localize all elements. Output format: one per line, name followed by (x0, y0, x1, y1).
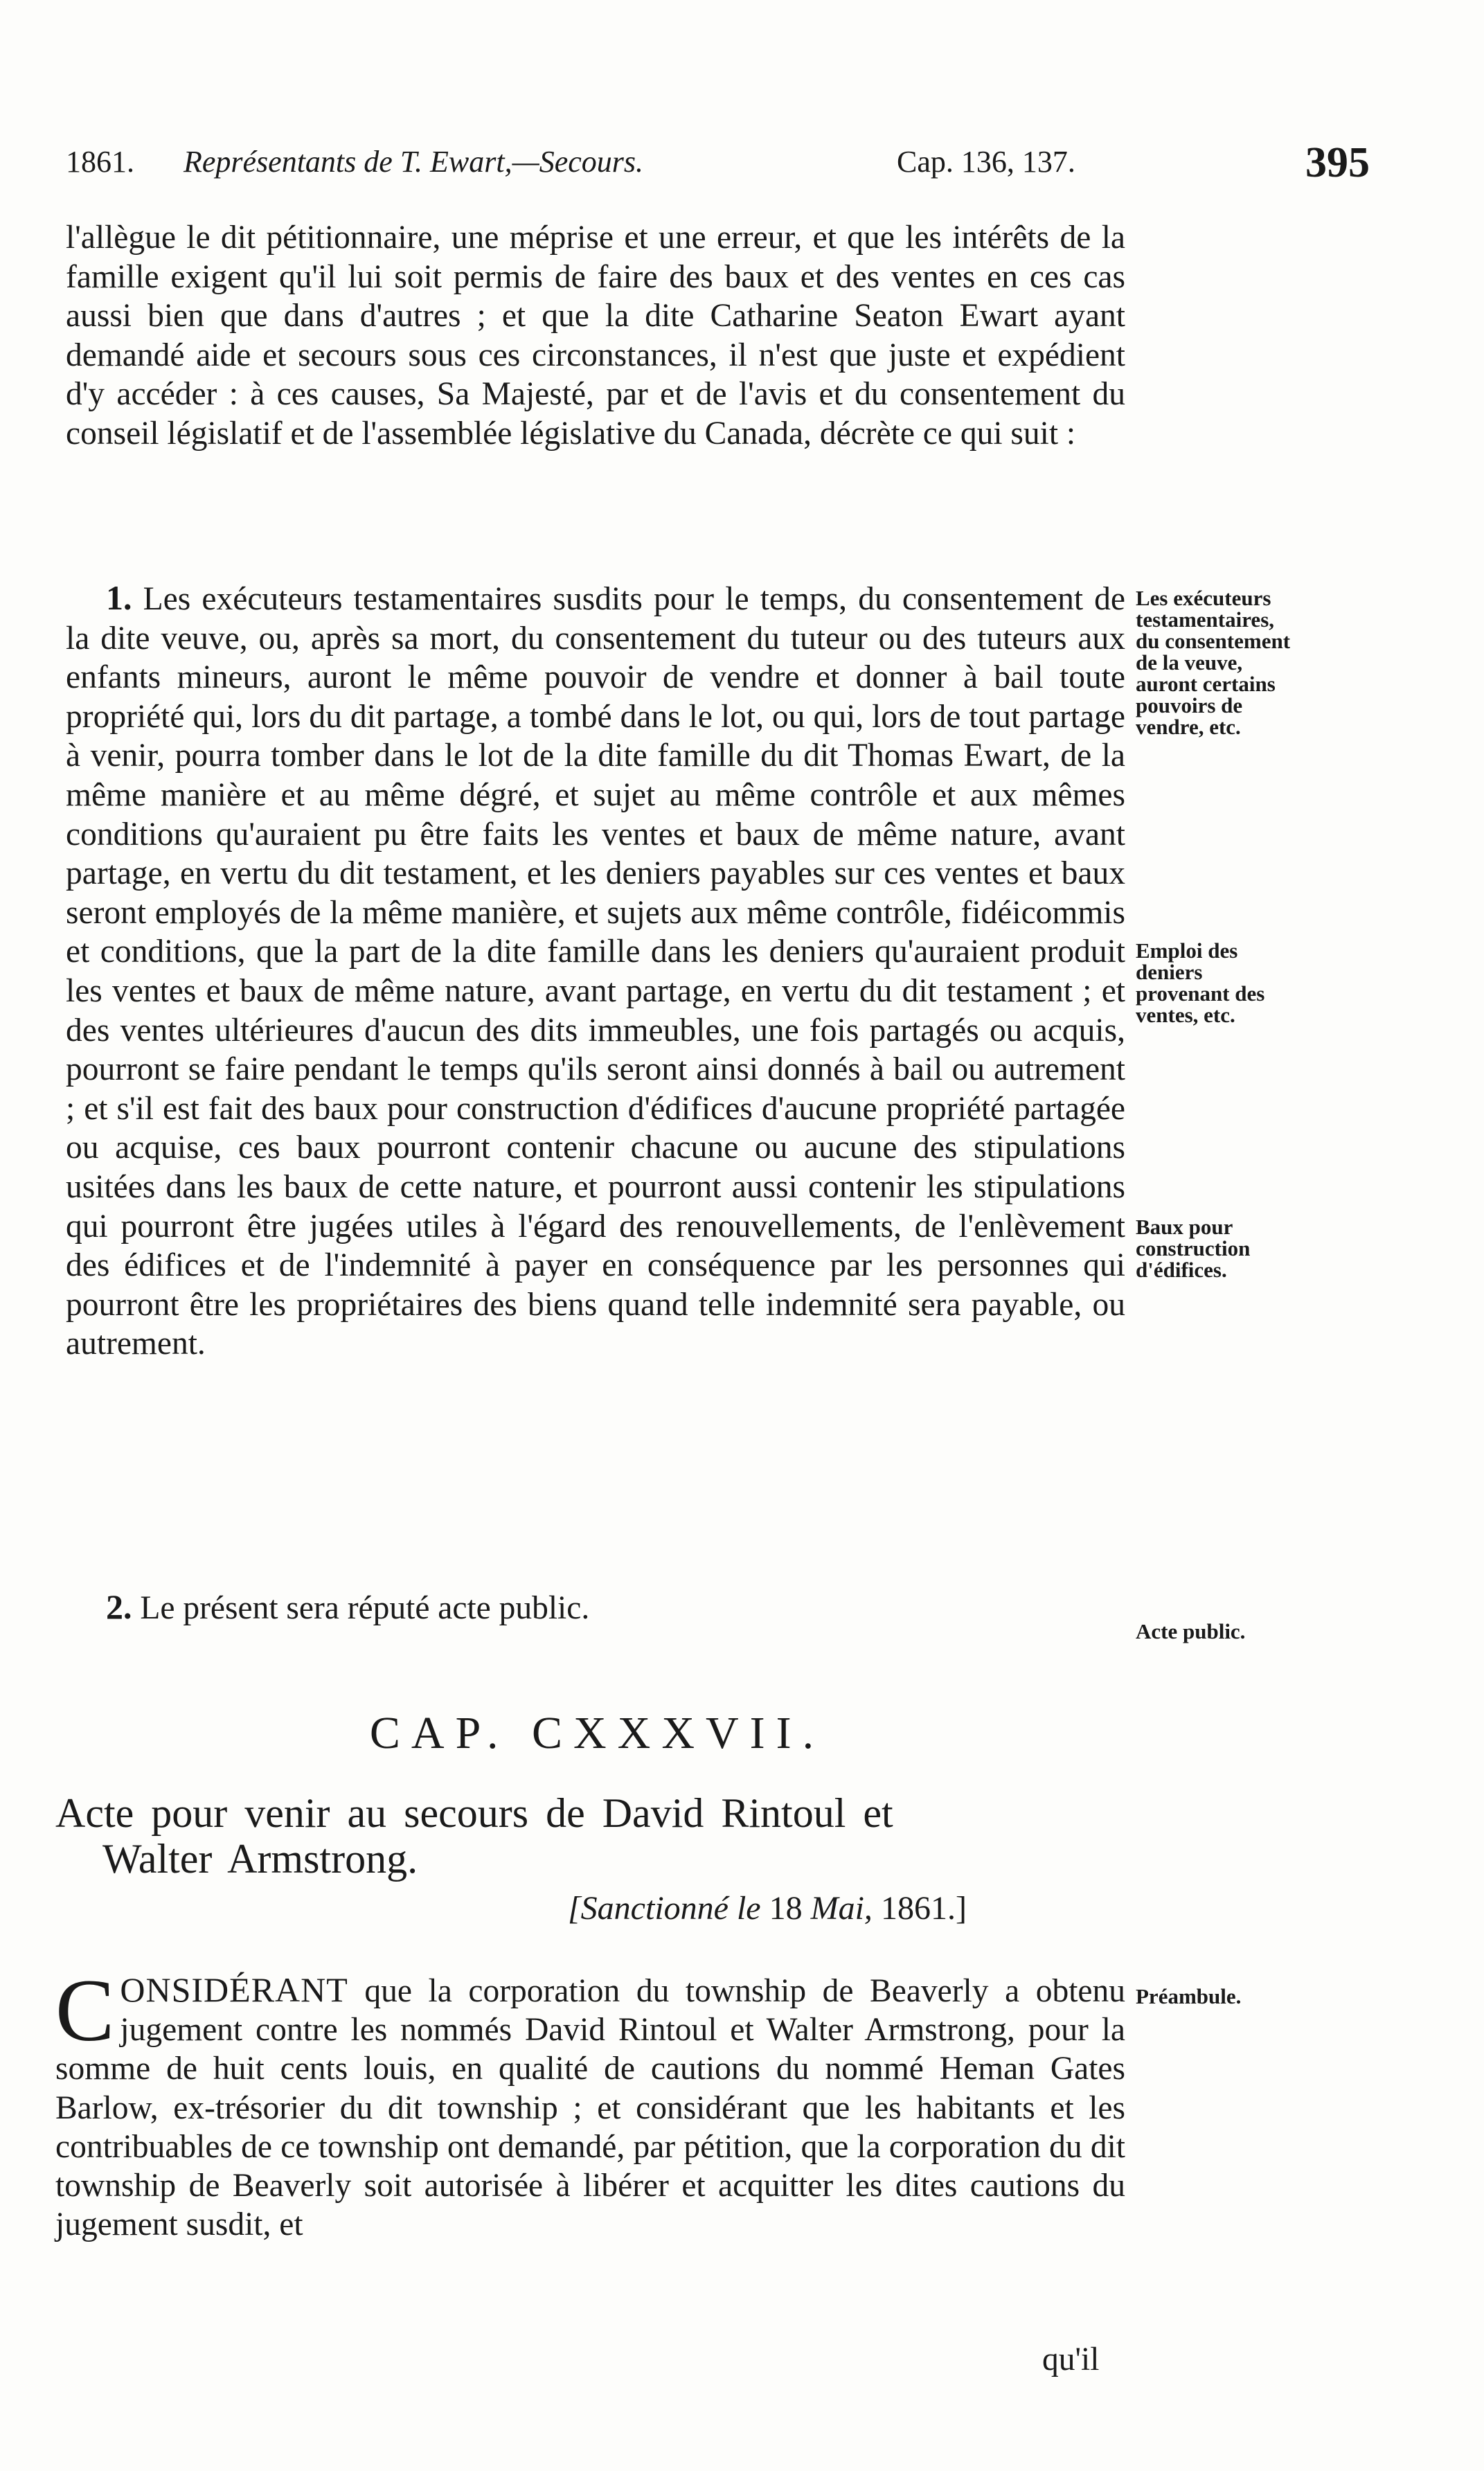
margin-note-preamble: Préambule. (1136, 1984, 1242, 2008)
act-title (55, 1790, 1125, 1882)
section-2-number: 2. (106, 1587, 132, 1626)
preamble-first-word: ONSIDÉRANT (120, 1970, 348, 2009)
catchword: qu'il (1042, 2341, 1100, 2378)
drop-cap: C (55, 1961, 115, 2060)
chapter-heading: CAP. CXXXVII. (369, 1708, 825, 1758)
section-2 (66, 1587, 1125, 1627)
margin-note-use-of-funds: Emploi des deniers provenant des ventes, etc. (1136, 938, 1265, 1027)
sanction-date (568, 1889, 967, 1927)
section-2-text: Le présent sera réputé acte public. (140, 1590, 590, 1626)
preamble-paragraph (55, 1961, 1125, 2244)
page-number: 395 (1305, 139, 1370, 186)
section-2-paragraph (106, 1587, 1125, 1627)
sanction-year: 1861.] (880, 1890, 967, 1927)
section-1-number: 1. (106, 578, 132, 617)
header-chapter: Cap. 136, 137. (897, 145, 1075, 179)
act-title-line-2: Walter Armstrong. (102, 1836, 418, 1882)
section-1 (66, 578, 1125, 1364)
running-header (66, 139, 1370, 187)
margin-note-public-act: Acte public. (1136, 1619, 1246, 1643)
margin-note-building-leases: Baux pour construction d'édifices. (1136, 1215, 1251, 1282)
section-1-text: Les exécuteurs testamentaires susdits pour le temps, du consentement de la dite veuve, ou, après sa mort, du consentement du tuteur ou des tuteurs aux enfants mineurs, auront le même pouvoir de vendre et donner à bail toute propriété qui, lors du dit partage, a tombé dans le lot, ou qui, lors de tout partage à venir, pourra tomber dans le lot de la dite famille du dit Thomas Ewart, de la même manière et au même dégré, et sujet au même contrôle et aux mêmes conditions qu'auraient pu être faits les ventes et baux de même nature, avant partage, en vertu du dit testament, et les deniers payables sur ces ventes et baux seront employés de la même manière, et sujets aux même contrôle, fidéicommis et conditions, que la part de la dite famille dans les deniers qu'auraient produit les ventes et baux de même nature, avant partage, en vertu du dit testament ; et des ventes ultérieures d'aucun des dits immeubles, une fois partagés ou acquis, pourront se faire pendant le temps qu'ils seront ainsi donnés à bail ou autrement ; et s'il est fait des baux pour construction d'édifices d'aucune propriété partagée ou acquise, ces baux pourront contenir chacune ou aucune des stipulations usitées dans les baux de cette nature, et pourront aussi contenir les stipulations qui pourront être jugées utiles à l'égard des renouvellements, de l'enlèvement des édifices et de l'indemnité à payer en conséquence par les personnes qui pourront être les propriétaires des biens quand telle indemnité sera payable, ou autrement. (66, 581, 1126, 1362)
margin-note-executors: Les exécuteurs testamentaires, du consentement de la veuve, auront certains pouvoirs de vendre, etc. (1136, 586, 1291, 739)
act-title-line-1: Acte pour venir au secours de David Rintoul et (55, 1790, 893, 1836)
sanction-day: 18 (769, 1890, 803, 1927)
header-title: Représentants de T. Ewart,—Secours. (184, 145, 644, 179)
preamble-text: que la corporation du township de Beaverly a obtenu jugement contre les nommés David Rintoul et Walter Armstrong, pour la somme de huit cents louis, en qualité de cautions du nommé Heman Gates Barlow, ex-trésorier du dit township ; et considérant que les habitants et les contribuables de ce township ont demandé, par pétition, que la corporation du dit township de Beaverly soit autorisée à libérer et acquitter les dites cautions du jugement susdit, et (55, 1973, 1125, 2243)
intro-paragraph-text: l'allègue le dit pétitionnaire, une méprise et une erreur, et que les intérêts de la famille exigent qu'il lui soit permis de faire des baux et des ventes en ces cas aussi bien que dans d'autres ; et que la dite Catharine Seaton Ewart ayant demandé aide et secours sous ces circonstances, il n'est que juste et expédient d'y accéder : à ces causes, Sa Majesté, par et de l'avis et du consentement du conseil législatif et de l'assemblée législative du Canada, décrète ce qui suit : (66, 220, 1125, 452)
intro-paragraph (66, 218, 1125, 454)
header-year: 1861. (66, 145, 134, 179)
sanction-month: Mai, (810, 1890, 873, 1927)
sanction-prefix: [Sanctionné le (568, 1890, 761, 1927)
section-1-paragraph (66, 578, 1125, 1364)
